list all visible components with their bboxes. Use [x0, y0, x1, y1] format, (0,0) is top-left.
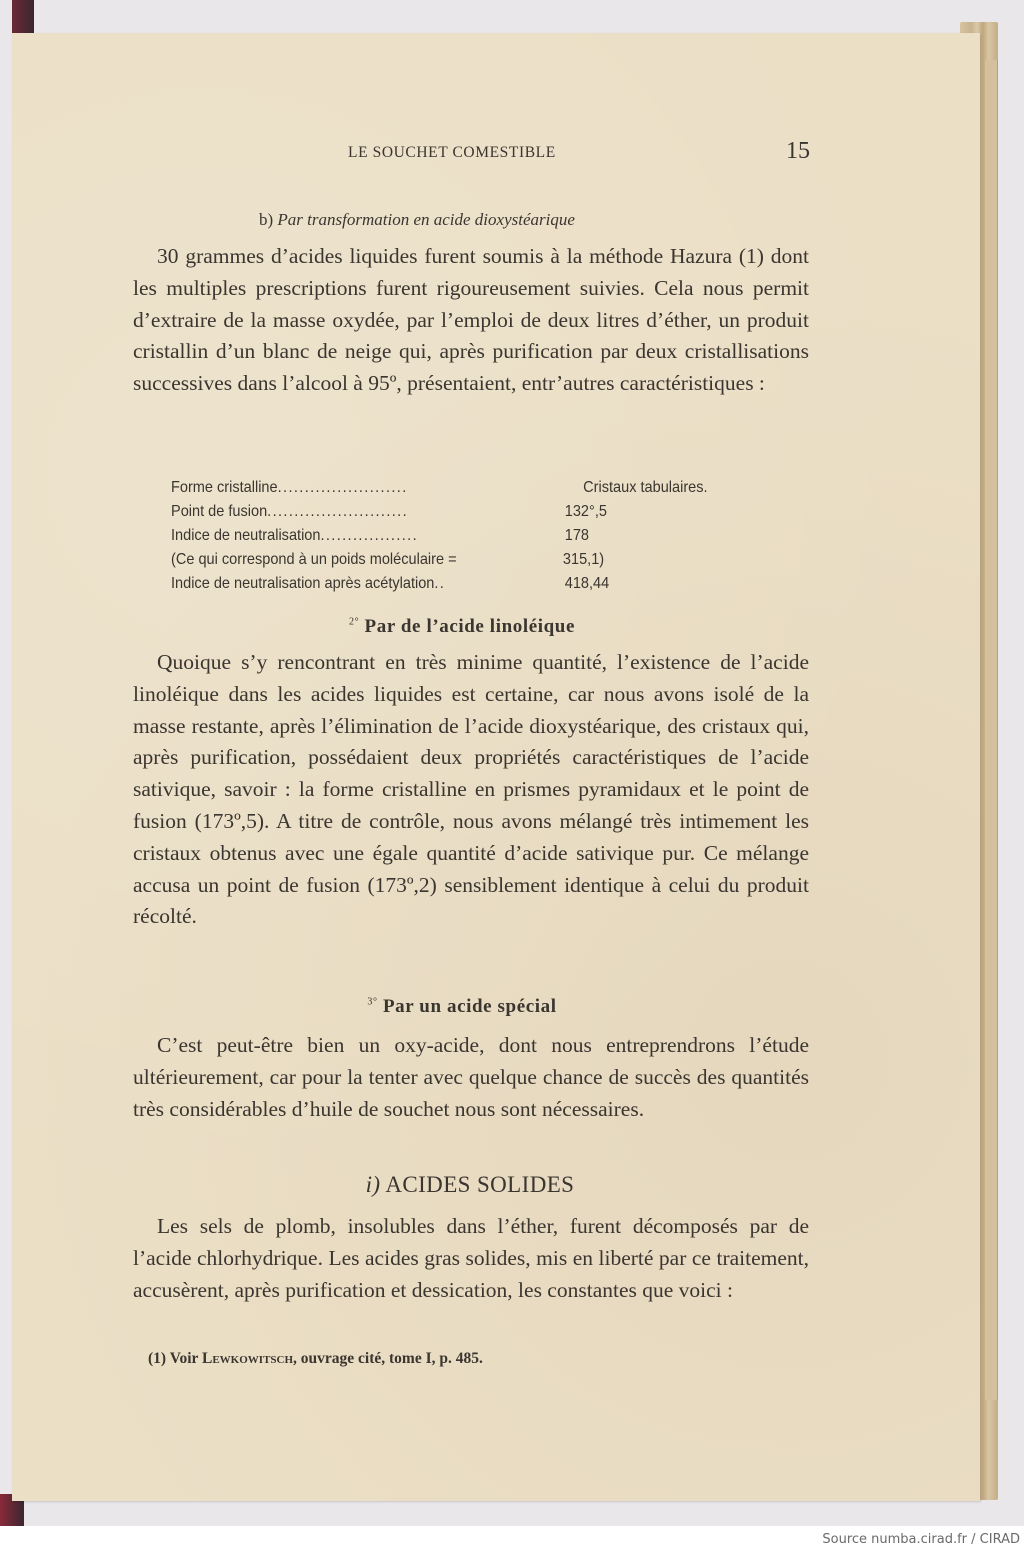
page-edges-inner — [985, 60, 998, 1400]
paragraph-2-text: Quoique s’y rencontrant en très minime quantité, l’existence de l’acide linoléique dans les acides liquides est certaine, car nous avons isolé de la masse restante, après l’élimination de l’acide dioxystéarique, des cristaux qui, après purification, possédaient deux propriétés caractéristiques de l’acide sativique, savoir : la forme cristalline en prismes pyramidaux et le point de fusion (173º,5). A titre de contrôle, nous avons mélangé très intimement les cristaux obtenus avec une égale quantité d’acide sativique pur. Ce mélange accusa un point de fusion (173º,2) sensiblement identique à celui du produit récolté. — [133, 650, 809, 929]
heading-special-acid — [0, 996, 974, 1018]
subsection-title: Par transformation en acide dioxystéarique — [277, 210, 575, 229]
property-row — [171, 572, 741, 596]
heading-linoleic — [0, 616, 974, 638]
property-value: Cristaux tabulaires. — [583, 479, 708, 496]
property-label: (Ce qui correspond à un poids moléculaire = — [171, 551, 457, 568]
footnote-prefix: Voir — [169, 1350, 199, 1367]
running-title: LE SOUCHET COMESTIBLE — [348, 144, 556, 161]
paragraph-4-text: Les sels de plomb, insolubles dans l’éther, furent décomposés par de l’acide chlorhydrique. Les acides gras solides, mis en liberté par ce traitement, accusèrent, après purification et dessication, les constantes que voici : — [133, 1214, 809, 1302]
source-credit: Source numba.cirad.fr / CIRAD — [822, 1532, 1020, 1547]
footnote-rest: , ouvrage cité, tome I, p. 485. — [293, 1350, 483, 1367]
properties-table — [171, 476, 741, 596]
section-title: ACIDES SOLIDES — [385, 1172, 575, 1197]
footnote-author: Lewkowitsch — [202, 1350, 294, 1367]
property-row — [171, 548, 741, 572]
property-row — [171, 500, 741, 524]
footnote — [148, 1350, 483, 1368]
paragraph-4 — [133, 1211, 809, 1306]
book-spine-top — [12, 0, 34, 34]
property-value: 178 — [564, 527, 590, 544]
property-value: 315,1) — [562, 551, 605, 568]
property-label: Indice de neutralisation après acétylation.. — [171, 575, 446, 592]
subsection-b-heading — [259, 210, 759, 230]
property-label: Forme cristalline........................ — [171, 479, 408, 496]
footnote-marker: (1) — [148, 1350, 167, 1367]
heading-number: 2° — [348, 616, 360, 628]
paragraph-1 — [133, 241, 809, 400]
paragraph-3 — [133, 1030, 809, 1125]
paragraph-2 — [133, 647, 809, 933]
property-value: 132°,5 — [564, 503, 607, 520]
paragraph-1-text: 30 grammes d’acides liquides furent soumis à la méthode Hazura (1) dont les multiples prescriptions furent rigoureusement suivies. Cela nous permit d’extraire de la masse oxydée, par l’emploi de deux litres d’éther, un produit cristallin d’un blanc de neige qui, après purification par deux cristallisations successives dans l’alcool à 95º, présentaient, entr’autres caractéristiques : — [133, 244, 809, 396]
heading-title: Par un acide spécial — [382, 996, 557, 1017]
page-number: 15 — [786, 138, 810, 164]
section-number: i) — [365, 1172, 381, 1197]
property-row — [171, 524, 741, 548]
property-value: 418,44 — [564, 575, 610, 592]
running-head — [0, 138, 1024, 168]
heading-number: 3° — [367, 996, 378, 1008]
subsection-label: b) — [259, 210, 274, 229]
property-row — [171, 476, 741, 500]
heading-title: Par de l’acide linoléique — [364, 616, 575, 637]
paragraph-3-text: C’est peut-être bien un oxy-acide, dont nous entreprendrons l’étude ultérieurement, car pour la tenter avec quelque chance de succès des quantités très considérables d’huile de souchet nous sont nécessaires. — [133, 1033, 809, 1121]
section-heading-solid-acids — [0, 1172, 940, 1198]
property-label: Point de fusion.......................... — [171, 503, 409, 520]
property-label: Indice de neutralisation.................. — [171, 527, 418, 544]
